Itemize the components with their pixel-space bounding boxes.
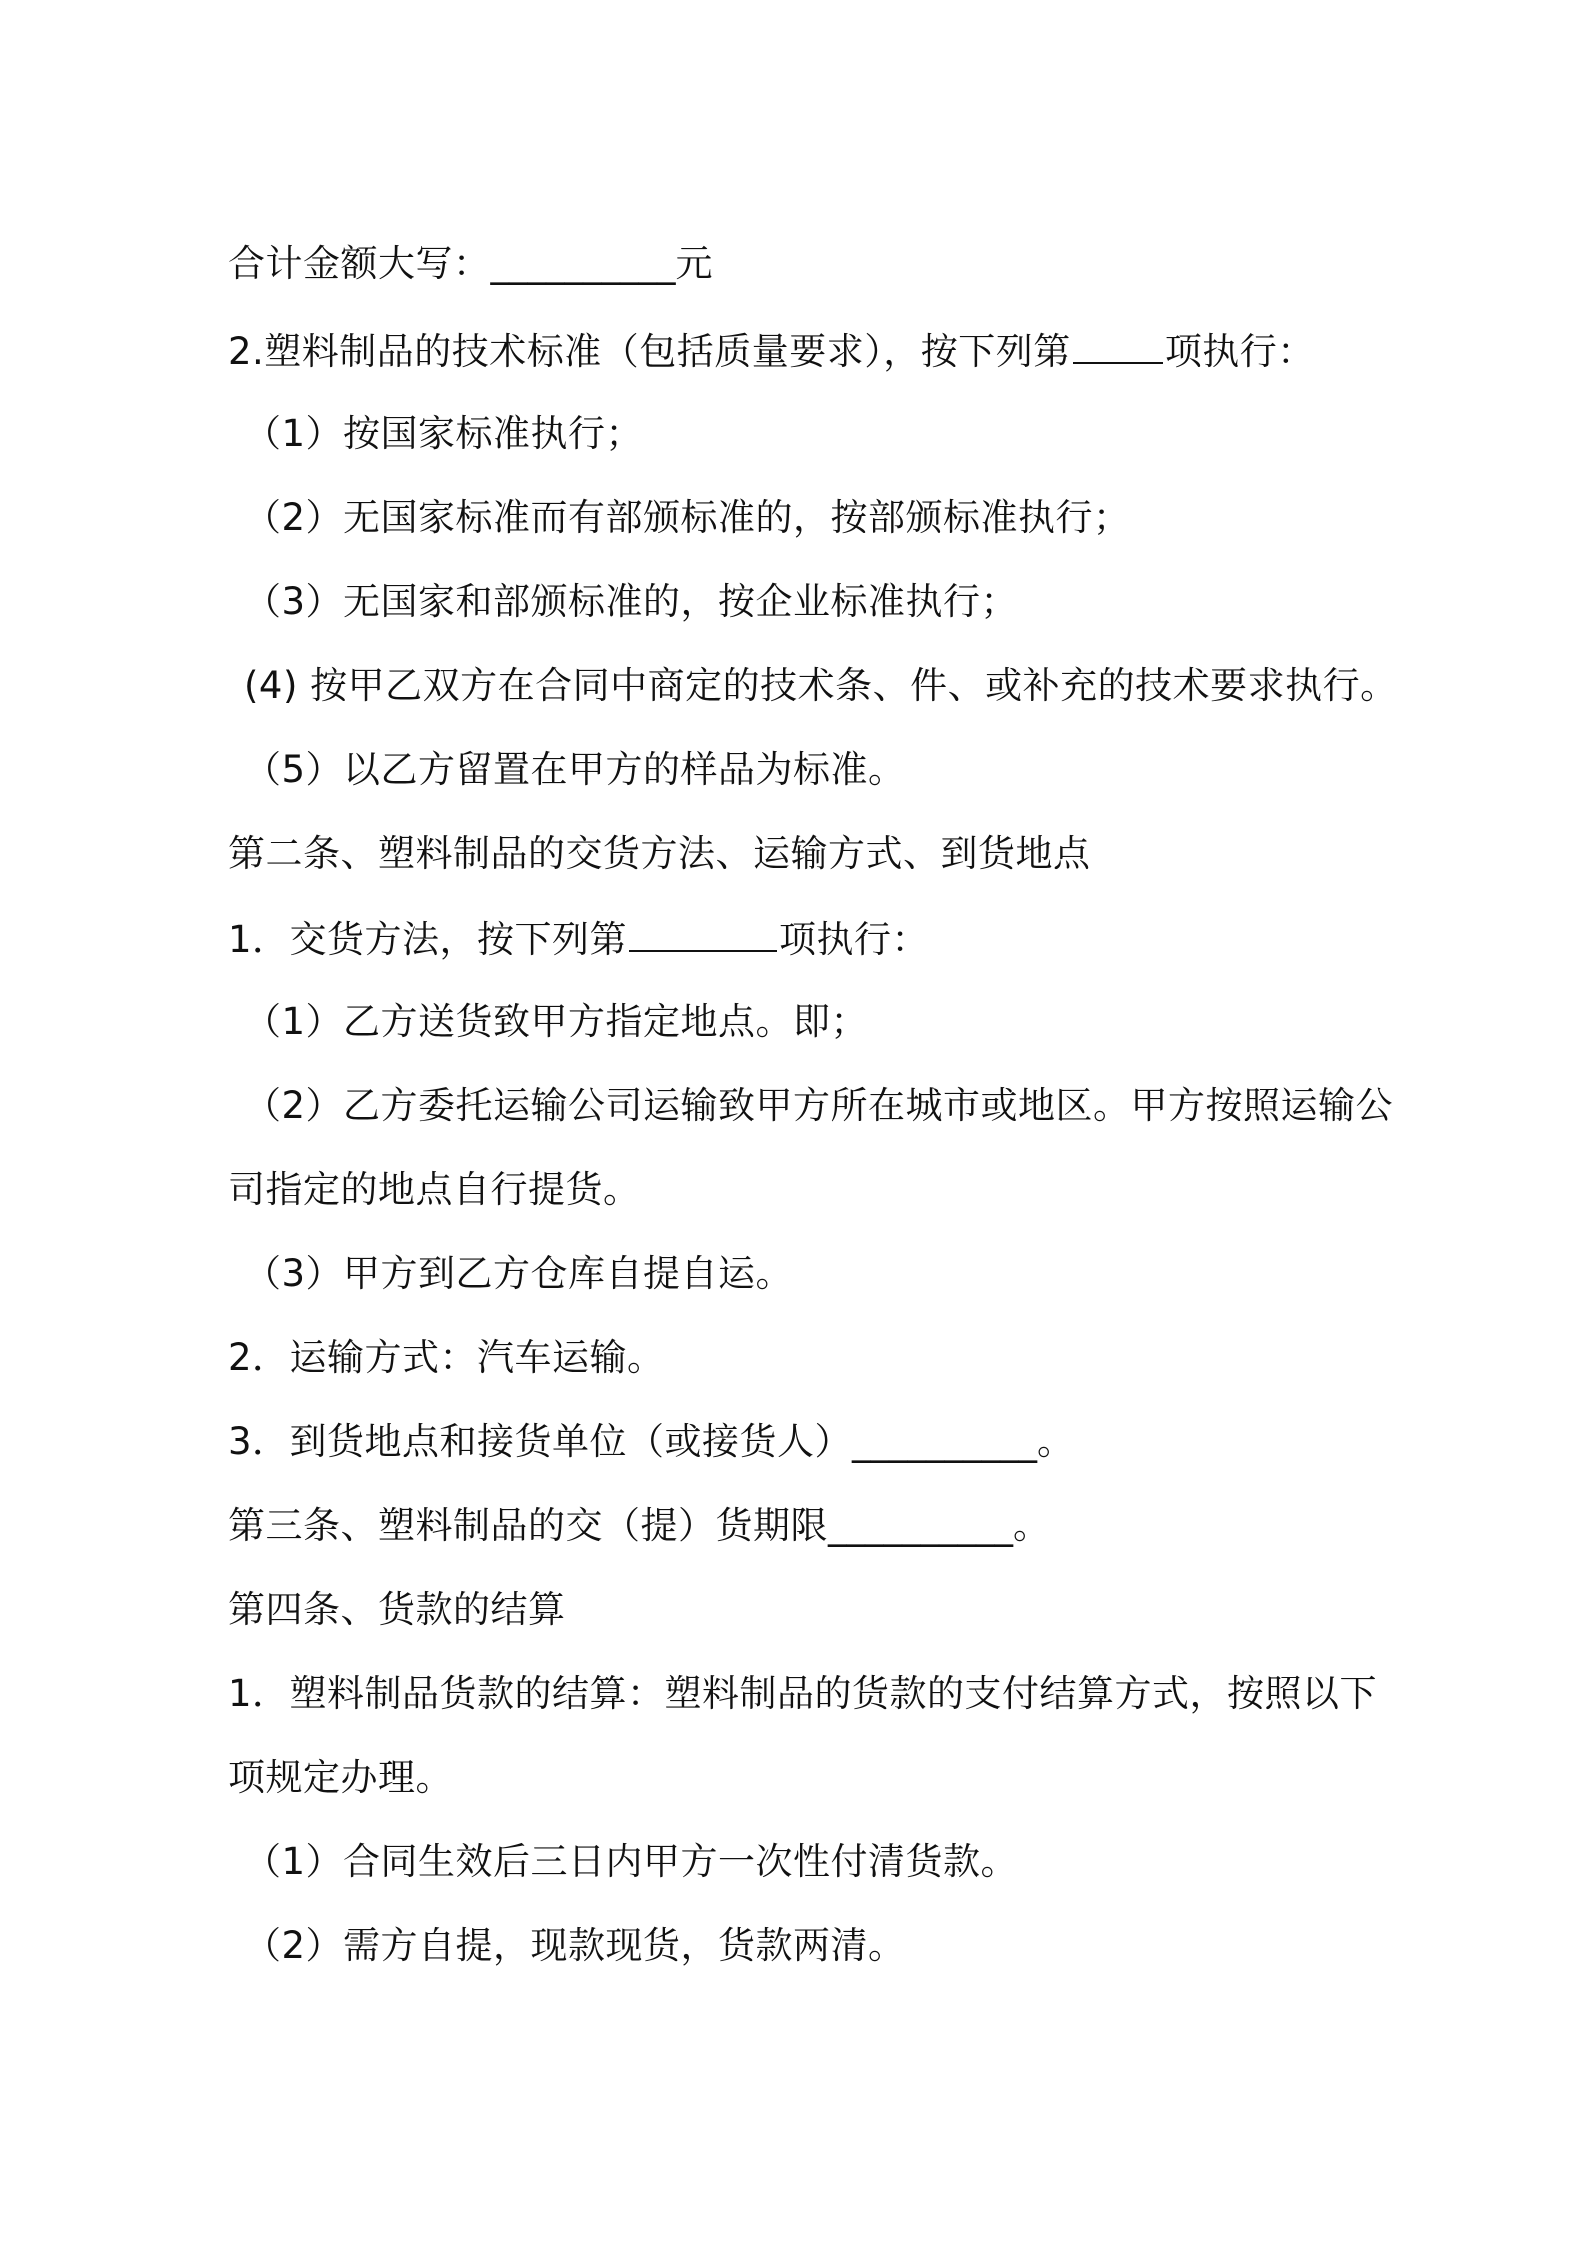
- standard-option-1: （1）按国家标准执行；: [244, 412, 644, 455]
- article3-prefix: 第三条、塑料制品的交（提）货期限: [228, 1504, 828, 1547]
- article4-heading: 第四条、货款的结算: [228, 1588, 566, 1631]
- total-amount-label: 合计金额大写：: [228, 242, 491, 285]
- tech-standard-suffix: 项执行：: [1164, 330, 1315, 373]
- standard-option-4: (4) 按甲乙双方在合同中商定的技术条、件、或补充的技术要求执行。: [244, 664, 1398, 707]
- article2-heading: 第二条、塑料制品的交货方法、运输方式、到货地点: [228, 832, 1091, 875]
- payment-option-2: （2）需方自提，现款现货，货款两清。: [244, 1924, 906, 1967]
- payment-option-1: （1）合同生效后三日内甲方一次性付清货款。: [244, 1840, 1019, 1883]
- article3-line: [228, 1502, 1051, 1550]
- payment-settlement-line-2: 项规定办理。: [228, 1756, 453, 1799]
- delivery-option-3: （3）甲方到乙方仓库自提自运。: [244, 1252, 794, 1295]
- delivery-option-2: （2）乙方委托运输公司运输致甲方所在城市或地区。甲方按照运输公: [244, 1084, 1394, 1127]
- tech-standard-prefix: 2.塑料制品的技术标准（包括质量要求），按下列第: [228, 330, 1071, 373]
- tech-standard-blank[interactable]: [1073, 326, 1163, 364]
- delivery-option-1: （1）乙方送货致甲方指定地点。即；: [244, 1000, 869, 1043]
- article3-blank[interactable]: __________: [828, 1504, 1013, 1547]
- standard-option-3: （3）无国家和部颁标准的，按企业标准执行；: [244, 580, 1019, 623]
- total-amount-line: [228, 240, 713, 288]
- total-amount-suffix: 元: [675, 242, 713, 285]
- tech-standard-line: [228, 326, 1315, 374]
- article3-suffix: 。: [1013, 1504, 1051, 1547]
- delivery-method-prefix: 1．交货方法，按下列第: [228, 918, 628, 961]
- arrival-location-prefix: 3．到货地点和接货单位（或接货人）: [228, 1420, 853, 1463]
- delivery-option-2-continued: 司指定的地点自行提货。: [228, 1168, 641, 1211]
- standard-option-2: （2）无国家标准而有部颁标准的，按部颁标准执行；: [244, 496, 1131, 539]
- delivery-method-suffix: 项执行：: [779, 918, 930, 961]
- arrival-location-suffix: 。: [1037, 1420, 1075, 1463]
- standard-option-5: （5）以乙方留置在甲方的样品为标准。: [244, 748, 906, 791]
- transport-mode-line: 2．运输方式：汽车运输。: [228, 1336, 665, 1379]
- payment-settlement-line-1: 1．塑料制品货款的结算：塑料制品的货款的支付结算方式，按照以下: [228, 1672, 1378, 1715]
- delivery-method-blank[interactable]: [629, 914, 777, 952]
- arrival-location-line: [228, 1418, 1075, 1466]
- arrival-location-blank[interactable]: __________: [852, 1420, 1038, 1463]
- total-amount-blank[interactable]: __________: [490, 242, 676, 285]
- delivery-method-line: [228, 914, 929, 962]
